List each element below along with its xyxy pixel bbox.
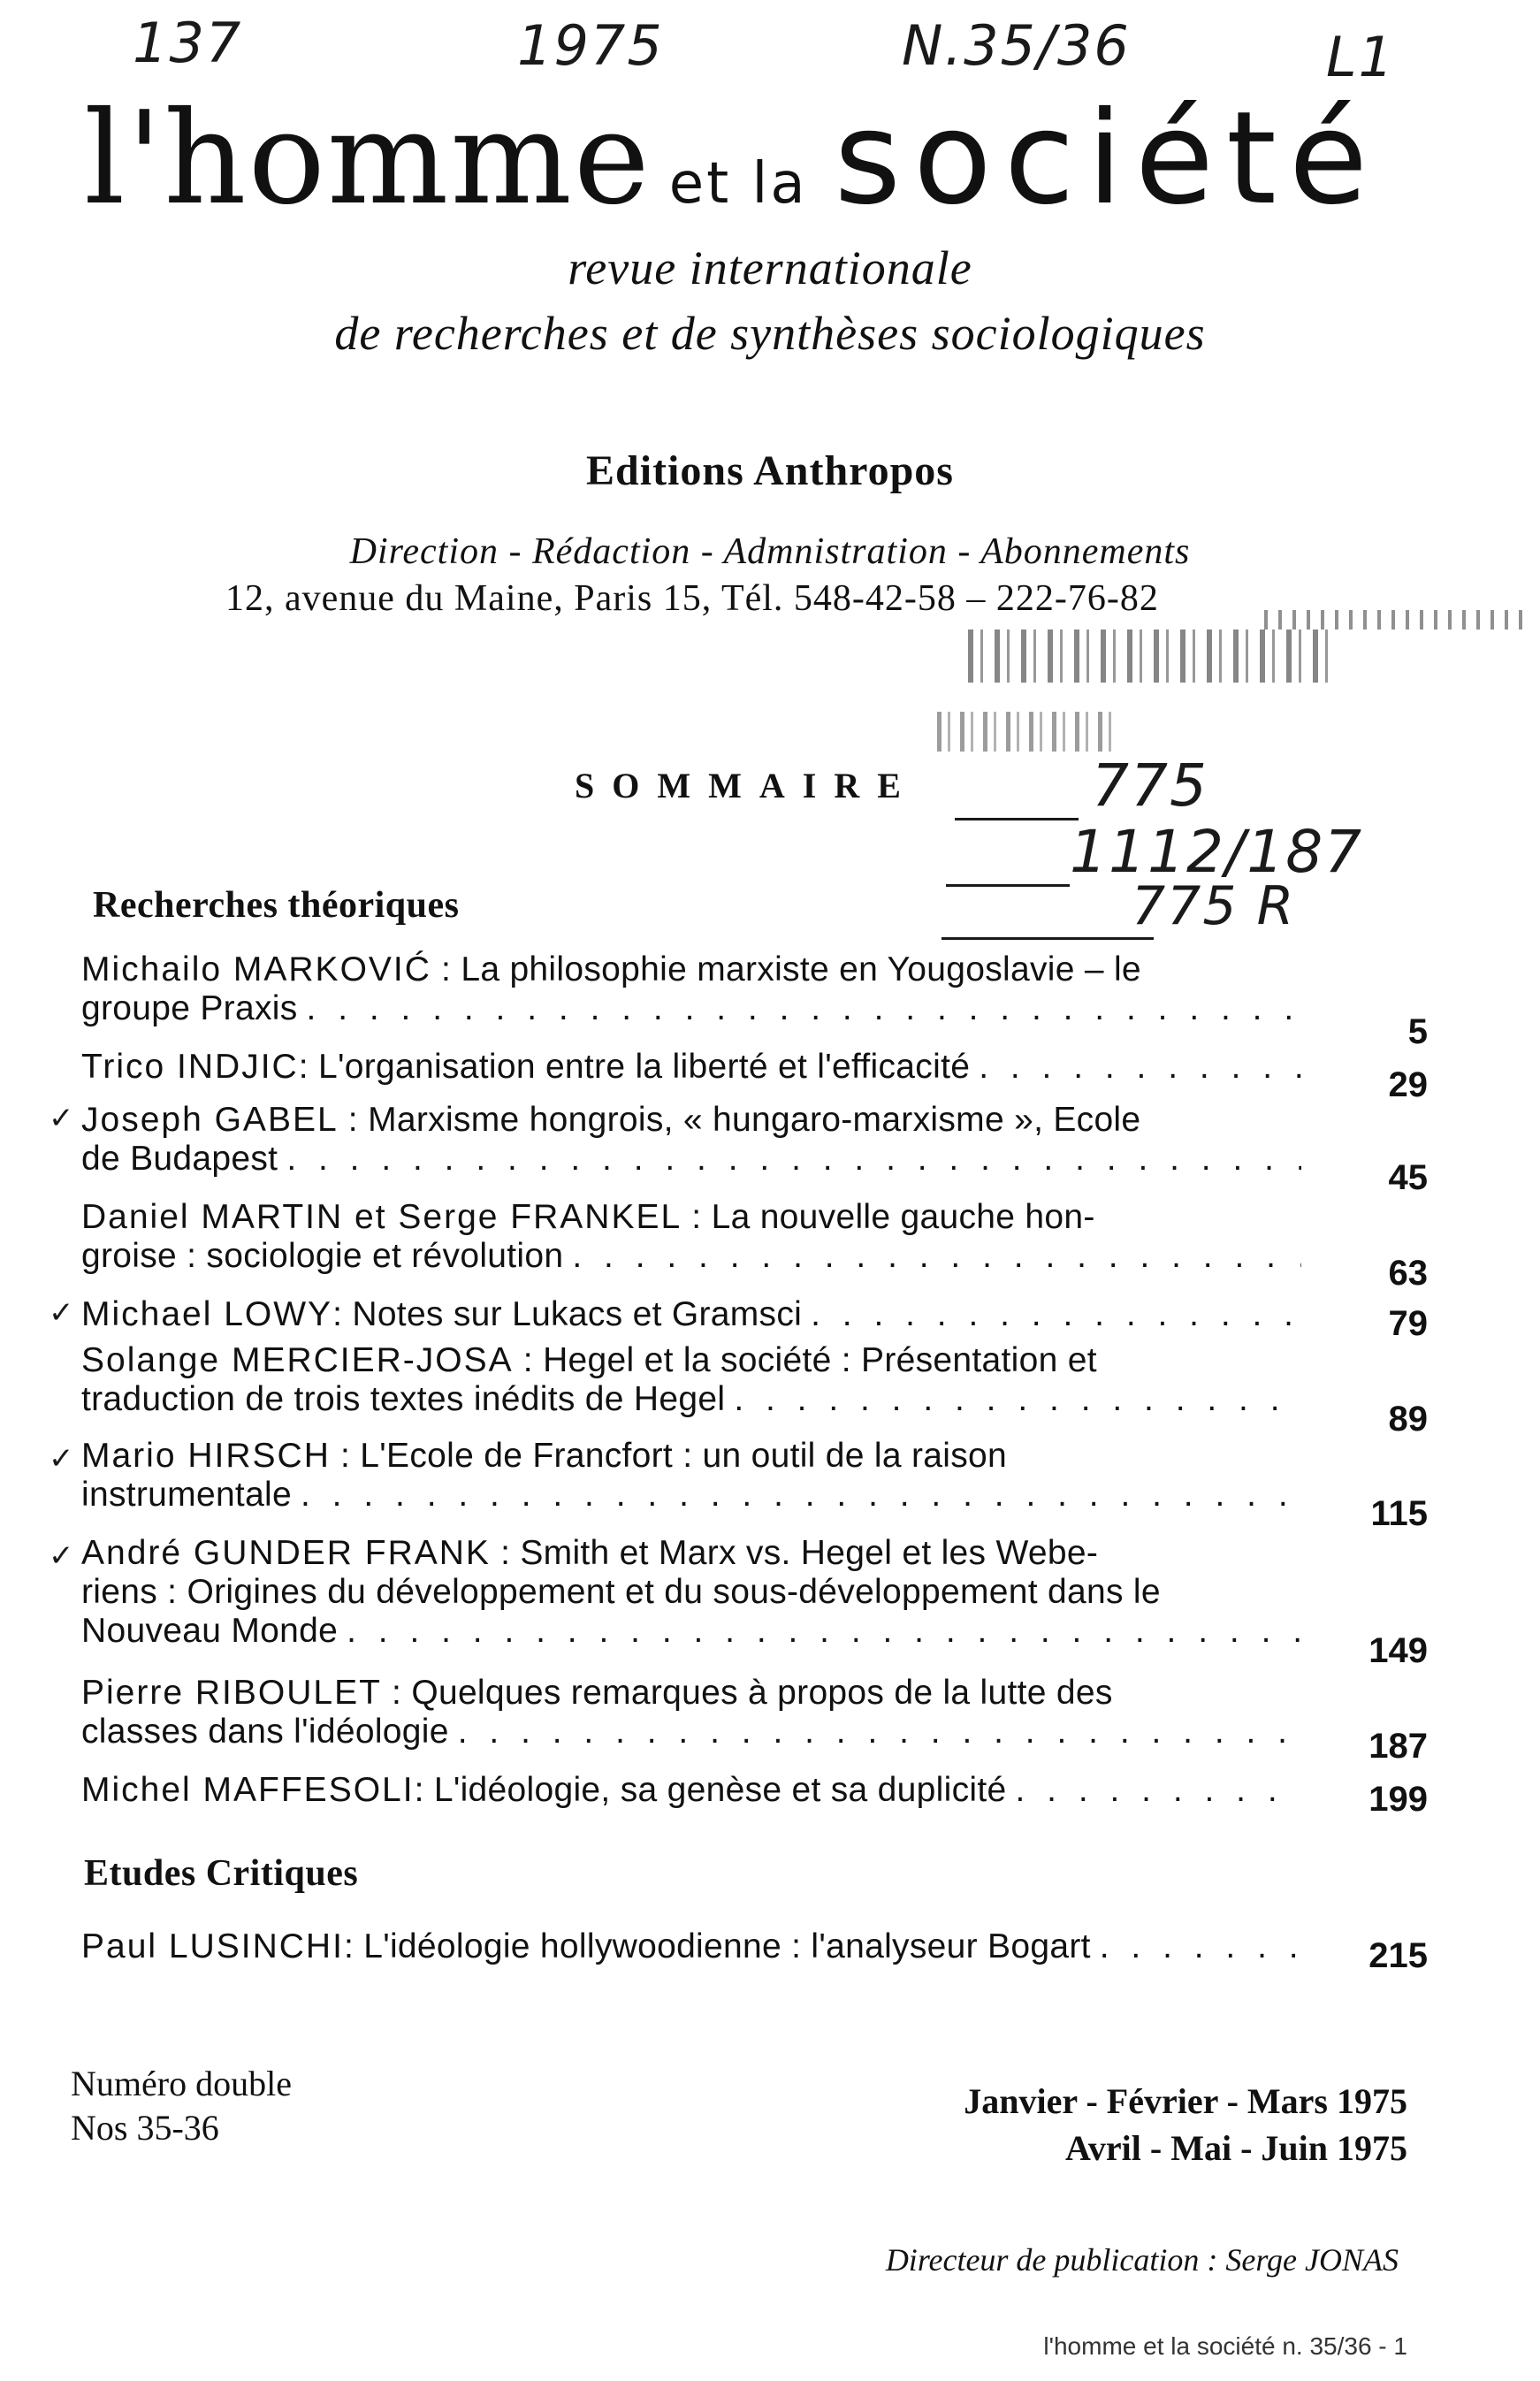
page-number: 79 — [1388, 1304, 1428, 1343]
sommaire-heading: SOMMAIRE — [575, 766, 919, 805]
journal-title-part1: l'homme — [84, 84, 652, 233]
page-number: 29 — [1388, 1065, 1428, 1104]
toc-title-end: instrumentale — [81, 1476, 293, 1514]
toc-author: Paul LUSINCHI — [81, 1927, 344, 1965]
section-title-etudes-critiques: Etudes Critiques — [84, 1853, 359, 1894]
toc-leader-dots — [734, 1380, 1301, 1419]
issue-number: Nos 35-36 — [71, 2108, 219, 2148]
page-number: 45 — [1388, 1158, 1428, 1197]
handwritten-side-note-2: 1112/187 — [1070, 818, 1364, 886]
toc-leader-dots — [286, 1140, 1301, 1179]
stamp-smudge-2 — [937, 712, 1114, 752]
margin-check-mark: ✓ — [49, 1538, 74, 1574]
journal-title-part3: société — [834, 84, 1381, 233]
toc-title-end: groupe Praxis — [81, 989, 298, 1027]
page-number: 115 — [1370, 1494, 1428, 1533]
toc-author: Joseph GABEL — [81, 1101, 339, 1139]
toc-title: : Hegel et la société : Présentation et — [513, 1341, 1097, 1379]
toc-leader-dots — [979, 1048, 1301, 1087]
toc-author: Daniel MARTIN et Serge FRANKEL — [81, 1198, 682, 1236]
period-line-1: Janvier - Février - Mars 1975 — [964, 2081, 1407, 2121]
publisher-name: Editions Anthropos — [586, 447, 954, 494]
toc-author: Solange MERCIER-JOSA — [81, 1341, 514, 1379]
handwritten-year: 1975 — [517, 13, 664, 78]
journal-title — [84, 84, 1463, 233]
page-number: 199 — [1368, 1780, 1428, 1819]
toc-entry-mercier-josa — [81, 1341, 1301, 1419]
address-line: 12, avenue du Maine, Paris 15, Tél. 548-42-58 – 222-76-82 — [225, 578, 1159, 619]
page-folio: l'homme et la société n. 35/36 - 1 — [1043, 2332, 1407, 2360]
toc-entry-gunder-frank — [81, 1534, 1301, 1651]
stamp-smudge — [968, 630, 1339, 683]
period-line-2: Avril - Mai - Juin 1975 — [1064, 2128, 1407, 2168]
toc-author: André GUNDER FRANK — [81, 1534, 491, 1572]
page-number: 215 — [1368, 1936, 1428, 1975]
toc-title-end: de Budapest — [81, 1140, 278, 1178]
toc-entry-riboulet — [81, 1674, 1301, 1751]
toc-author: Trico INDJIC — [81, 1048, 299, 1086]
publication-director: Directeur de publication : Serge JONAS — [885, 2242, 1399, 2278]
toc-title: : Smith et Marx vs. Hegel et les Webe- — [490, 1534, 1099, 1572]
toc-leader-dots — [1100, 1927, 1301, 1966]
toc-title: : Quelques remarques à propos de la lutte des — [381, 1674, 1113, 1712]
handwritten-rule-2 — [946, 884, 1070, 887]
subtitle-line-2: de recherches et de synthèses sociologiques — [334, 307, 1206, 360]
margin-check-mark: ✓ — [49, 1101, 74, 1136]
page-number: 63 — [1388, 1254, 1428, 1293]
journal-title-part2: et la — [668, 151, 808, 217]
toc-title: : Marxisme hongrois, « hungaro-marxisme », Ecole — [338, 1101, 1141, 1139]
handwritten-side-note-3: 775 R — [1132, 875, 1296, 937]
toc-author: Michailo MARKOVIĆ — [81, 950, 431, 988]
toc-title-line2: riens : Origines du développement et du sous-développement dans le — [81, 1573, 1161, 1611]
toc-title: : L'organisation entre la liberté et l'efficacité — [298, 1048, 971, 1086]
issue-label: Numéro double — [71, 2064, 292, 2103]
page-number: 5 — [1407, 1012, 1428, 1051]
toc-author: Mario HIRSCH — [81, 1437, 331, 1475]
toc-leader-dots — [307, 989, 1301, 1028]
toc-leader-dots — [301, 1476, 1301, 1515]
margin-check-mark: ✓ — [49, 1295, 74, 1331]
handwritten-rule-1 — [955, 818, 1079, 820]
toc-entry-indjic — [81, 1048, 1301, 1087]
toc-title: : Notes sur Lukacs et Gramsci — [332, 1295, 803, 1333]
handwritten-catalog-number: 137 — [133, 11, 243, 75]
toc-entry-gabel — [81, 1101, 1301, 1179]
toc-entry-martin-frankel — [81, 1198, 1301, 1276]
toc-title-end: groise : sociologie et révolution — [81, 1237, 564, 1275]
toc-title: : La philosophie marxiste en Yougoslavie – le — [431, 950, 1141, 988]
direction-line: Direction - Rédaction - Admnistration - Abonnements — [349, 531, 1191, 572]
toc-entry-hirsch — [81, 1437, 1301, 1515]
toc-title: : La nouvelle gauche hon- — [682, 1198, 1095, 1236]
page-number: 149 — [1368, 1631, 1428, 1670]
section-title-recherches: Recherches théoriques — [93, 885, 460, 926]
page-number: 187 — [1368, 1727, 1428, 1766]
toc-author: Michael LOWY — [81, 1295, 333, 1333]
toc-leader-dots — [811, 1295, 1301, 1334]
issue-info — [71, 2062, 292, 2150]
toc-entry-markovic — [81, 950, 1301, 1028]
handwritten-rule-3 — [942, 937, 1154, 940]
toc-title-end: Nouveau Monde — [81, 1612, 339, 1650]
handwritten-shelf-mark: L1 — [1326, 25, 1395, 89]
toc-title: : L'idéologie, sa genèse et sa duplicité — [414, 1771, 1007, 1809]
toc-title-end: classes dans l'idéologie — [81, 1713, 449, 1751]
page-number: 89 — [1388, 1400, 1428, 1439]
toc-title: : L'Ecole de Francfort : un outil de la raison — [330, 1437, 1007, 1475]
toc-leader-dots — [1015, 1771, 1301, 1810]
margin-check-mark: ✓ — [49, 1441, 74, 1477]
handwritten-issue-number: N.35/36 — [902, 13, 1131, 78]
toc-title: : L'idéologie hollywoodienne : l'analyseur Bogart — [343, 1927, 1091, 1965]
publication-period — [964, 2078, 1407, 2171]
handwritten-side-note-1: 775 — [1092, 752, 1208, 820]
toc-author: Pierre RIBOULET — [81, 1674, 382, 1712]
toc-author: Michel MAFFESOLI — [81, 1771, 415, 1809]
toc-leader-dots — [458, 1713, 1301, 1751]
subtitle-line-1: revue internationale — [568, 241, 972, 294]
toc-title-end: traduction de trois textes inédits de Hegel — [81, 1380, 726, 1418]
toc-entry-lowy — [81, 1295, 1301, 1334]
toc-leader-dots — [347, 1612, 1301, 1651]
stamp-dots — [1264, 610, 1529, 630]
toc-entry-lusinchi — [81, 1927, 1301, 1966]
toc-entry-maffesoli — [81, 1771, 1301, 1810]
toc-leader-dots — [572, 1237, 1301, 1276]
